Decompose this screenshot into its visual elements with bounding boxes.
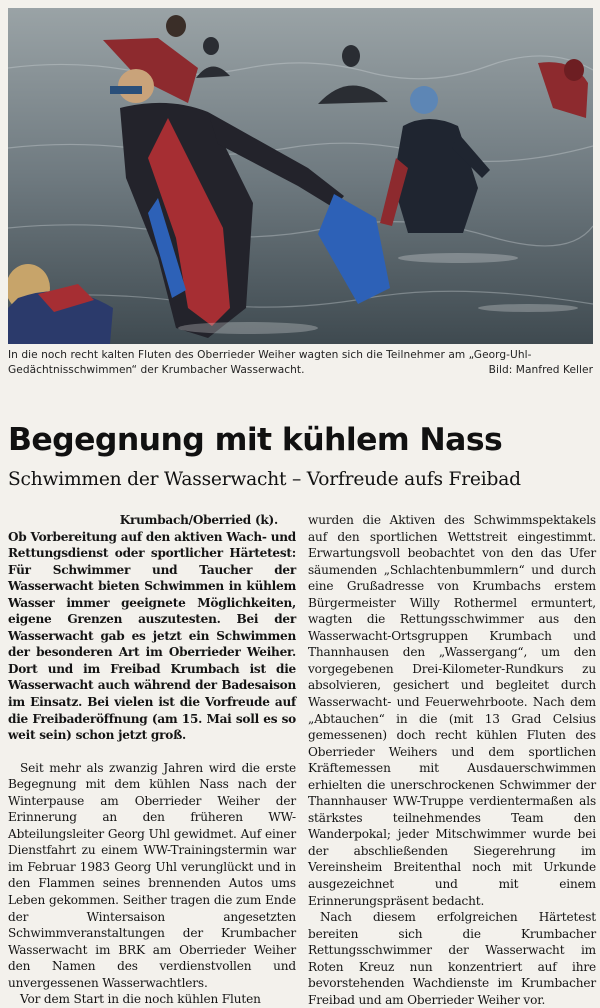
article-photo — [8, 8, 593, 344]
article-subheadline: Schwimmen der Wasserwacht – Vorfreude aufs Freibad — [8, 469, 521, 490]
dateline: Krumbach/Oberried (k). — [119, 513, 278, 527]
column-right — [308, 512, 596, 1007]
paragraph-2: wurden die Aktiven des Schwimmspektakels auf den sportlichen Wettstreit eingestimmt. Erwartungsvoll beobachtet von den das Ufer säumenden „Schlachtenbummlern“ und durch eine Grußadresse von Krumbachs erstem Bürgermeister Willy Rothermel ermuntert, wagten die Rettungsschwimmer aus den Wasserwacht-Ortsgruppen Krumbach und Thannhausen den „Wassergang“, um den vorgegebenen Drei-Kilometer-Rundkurs zu absolvieren, gesichert und begleitet durch Wasserwacht- und Feuerwehrboote. Nach dem „Abtauchen“ in die (mit 13 Grad Celsius gemessenen) doch recht kühlen Fluten des Oberrieder Weihers und dem sportlichen Kräftemessen mit Ausdauerschwimmen erhielten die unerschrockenen Schwimmer der Thannhauser WW-Truppe verdientermaßen als stärkstes teilnehmendes Team den Wanderpokal; jeder Mitschwimmer wurde bei der abschließenden Siegerehrung im Vereinsheim Breitenthal noch mit Urkunde ausgezeichnet und mit einem Erinnerungspräsent bedacht. — [308, 513, 596, 908]
paragraph-1: Seit mehr als zwanzig Jahren wird die erste Begegnung mit dem kühlen Nass nach der Winterpause am Oberrieder Weiher der Erinnerung an den früheren WW-Abteilungsleiter Georg Uhl gewidmet. Auf einer Dienstfahrt zu einem WW-Trainingstermin war im Februar 1983 Georg Uhl verunglückt und in den Flammen seines brennenden Autos ums Leben gekommen. Seither tragen die zum Ende der Wintersaison angesetzten Schwimmveranstaltungen der Krumbacher Wasserwacht im BRK am Oberrieder Weiher den Namen des verdienstvollen und unvergessenen Wasserwachtlers. — [8, 760, 296, 990]
photo-credit: Bild: Manfred Keller — [488, 364, 593, 376]
article-body — [8, 512, 596, 1007]
caption-text: In die noch recht kalten Fluten des Oberrieder Weiher wagten sich die Teilnehmer am „Georg-Uhl-Gedächtnisschwimmen“ der Krumbacher Wasserwacht. — [8, 349, 532, 376]
article-headline: Begegnung mit kühlem Nass — [8, 422, 503, 458]
paragraph-3: Nach diesem erfolgreichen Härtetest bereiten sich die Krumbacher Rettungsschwimmer der Wasserwacht im Roten Kreuz nun konzentriert auf ihre bevorstehenden Wachdienste im Krumbacher Freibad und am Oberrieder Weiher vor. — [308, 910, 596, 1007]
photo-caption — [8, 348, 593, 378]
swimmers-in-lake-photo — [8, 8, 593, 344]
column-left — [8, 512, 296, 1007]
lead-text: Ob Vorbereitung auf den aktiven Wach- und Rettungsdienst oder sportlicher Härtetest: Für Schwimmer und Taucher der Wasserwacht bieten Schwimmen in kühlem Wasser immer geeignete Möglichkeiten, eigene Grenzen auszutesten. Bei der Wasserwacht gab es jetzt ein Schwimmen der besonderen Art im Oberrieder Weiher. Dort und im Freibad Krumbach ist die Wasserwacht auch während der Badesaison im Einsatz. Bei vielen ist die Vorfreude auf die Freibaderöffnung (am 15. Mai soll es so weit sein) schon jetzt groß. — [8, 529, 296, 743]
paragraph-2-start: Vor dem Start in die noch kühlen Fluten — [20, 992, 261, 1007]
article-lead — [8, 512, 296, 744]
